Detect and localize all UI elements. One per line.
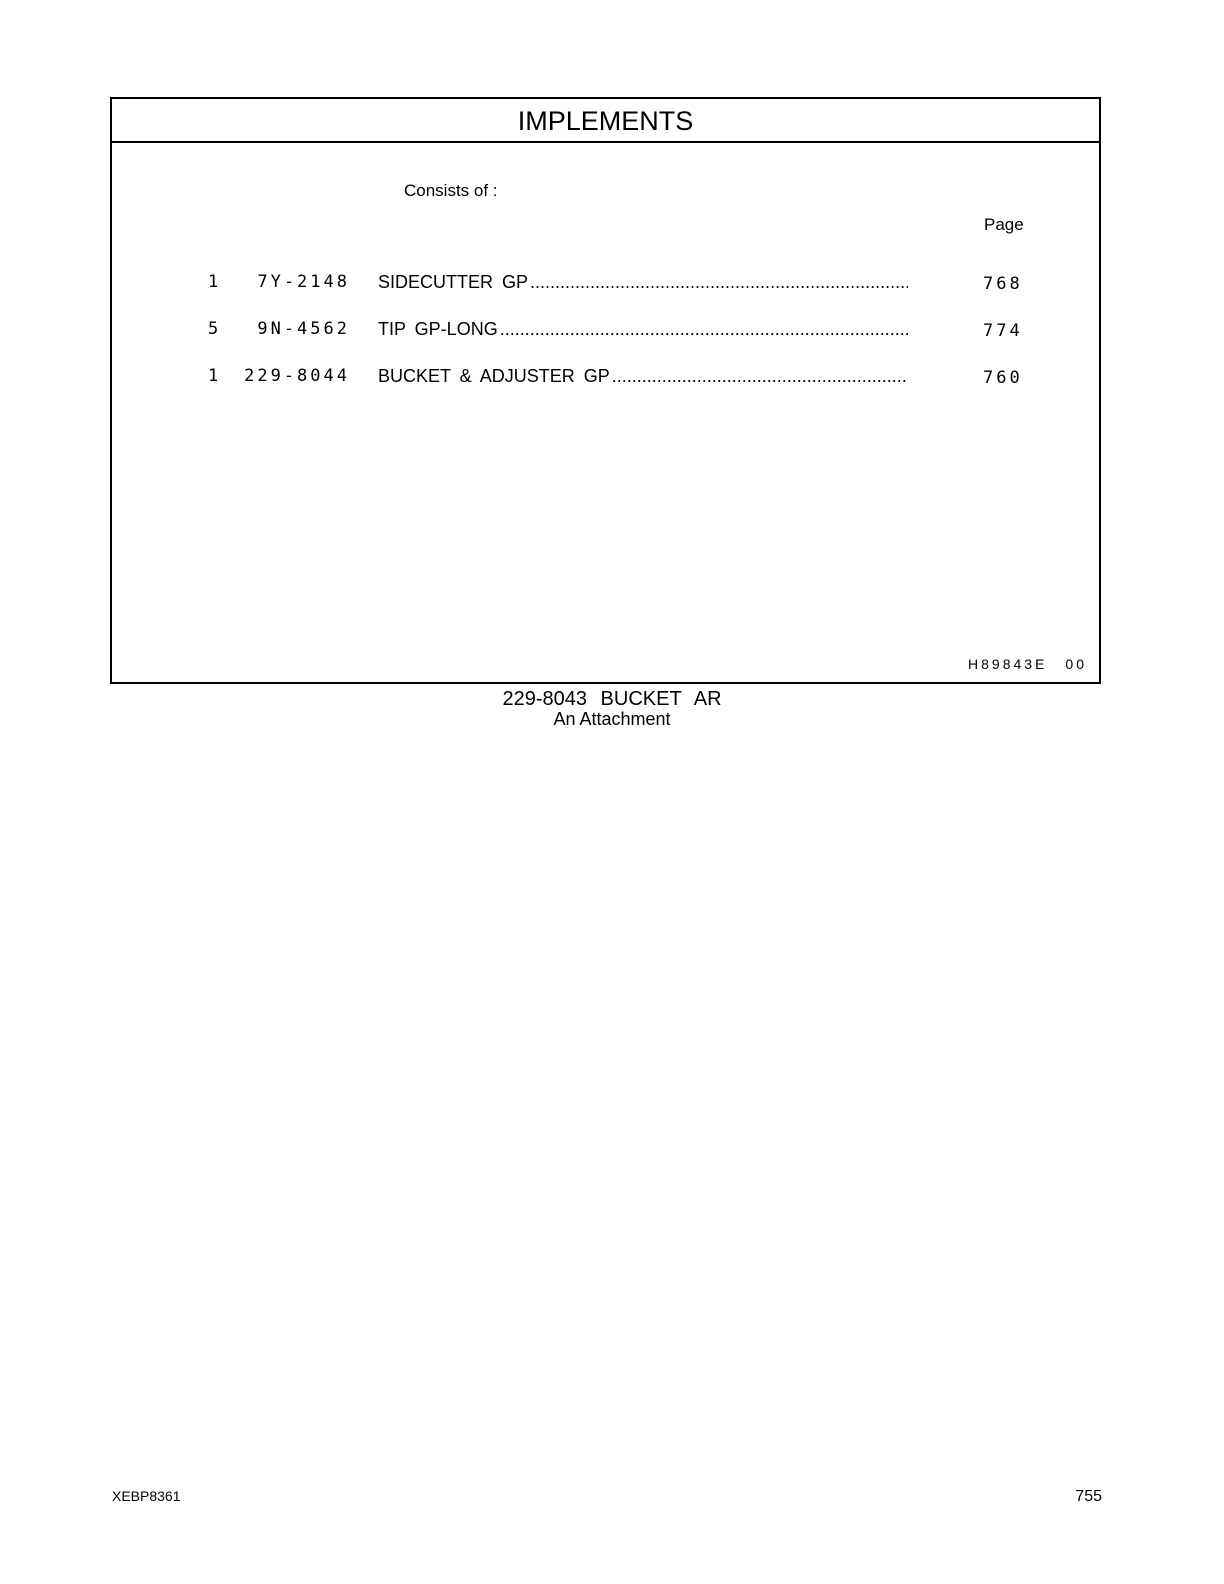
- item-description-text: SIDECUTTER GP: [378, 272, 529, 292]
- dot-leader: [530, 272, 908, 293]
- parts-list-item: [112, 319, 1099, 343]
- item-part-number: 7Y-2148: [257, 272, 350, 292]
- parts-list-item: [112, 366, 1099, 390]
- item-description: [378, 319, 908, 340]
- implements-frame: [110, 97, 1101, 684]
- section-title: IMPLEMENTS: [112, 99, 1099, 143]
- item-part-number: 229-8044: [244, 366, 350, 386]
- item-quantity: 1: [208, 272, 219, 292]
- caption-title: 229-8043 BUCKET AR: [502, 688, 722, 710]
- item-description: [378, 272, 908, 293]
- page-number: 755: [1075, 1488, 1102, 1505]
- illustration-identifier: [968, 656, 1087, 672]
- item-quantity: 1: [208, 366, 219, 386]
- item-description: [378, 366, 908, 387]
- item-page-link[interactable]: 768: [983, 274, 1023, 294]
- dot-leader: [612, 366, 908, 387]
- figure-caption: [0, 688, 1224, 728]
- item-page-link[interactable]: 774: [983, 321, 1023, 341]
- item-page-link[interactable]: 760: [983, 368, 1023, 388]
- caption-subtitle: An Attachment: [553, 709, 671, 729]
- consists-of-label: Consists of :: [404, 181, 498, 200]
- item-description-text: TIP GP-LONG: [378, 319, 498, 339]
- dot-leader: [500, 319, 908, 340]
- parts-list-item: [112, 272, 1099, 296]
- illustration-revision: 00: [1065, 656, 1087, 672]
- document-number: XEBP8361: [112, 1488, 181, 1504]
- item-quantity: 5: [208, 319, 219, 339]
- page-column-header: Page: [984, 215, 1024, 234]
- item-part-number: 9N-4562: [257, 319, 350, 339]
- item-description-text: BUCKET & ADJUSTER GP: [378, 366, 610, 386]
- illustration-id: H89843E: [968, 656, 1048, 672]
